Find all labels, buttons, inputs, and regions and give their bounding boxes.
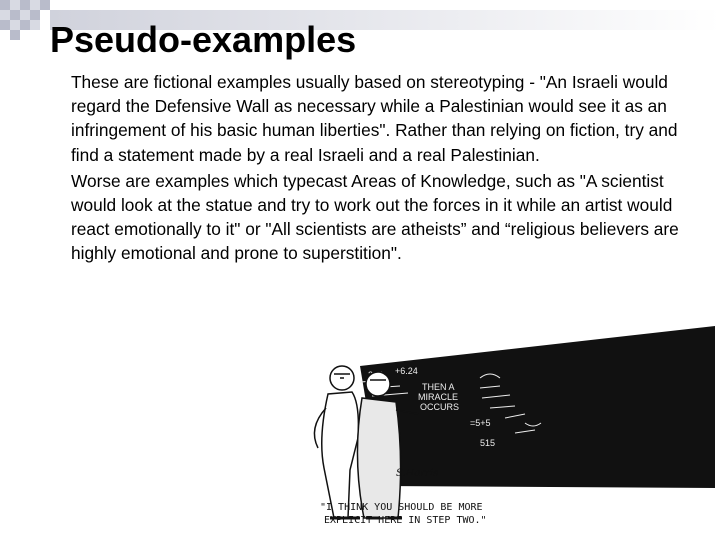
- paragraph-fictional-examples: These are fictional examples usually based on stereotyping - "An Israeli would regard the Defensive Wall as necessary while a Palestinian would see it as an infringement of his basic human liberties". Rather than relying on fiction, try and find a statement made by a real Israeli and a real Palestinian.: [71, 72, 678, 165]
- cartoon-caption-line1: "I THINK YOU SHOULD BE MORE: [320, 502, 483, 513]
- board-text: OCCURS: [420, 402, 460, 412]
- board-text: THEN A: [422, 382, 455, 392]
- board-text: 515: [480, 438, 496, 448]
- board-text: =5+5: [470, 418, 491, 428]
- board-text: MIRACLE: [418, 392, 459, 402]
- cartoonist-signature: S.Harris: [396, 468, 439, 479]
- scientist-left: [314, 366, 360, 518]
- cartoon-image: [300, 318, 720, 540]
- slide-body: [71, 70, 681, 268]
- cartoon-caption-line2: EXPLICIT HERE IN STEP TWO.": [324, 515, 487, 526]
- paragraph-typecast-examples: Worse are examples which typecast Areas of Knowledge, such as "A scientist would look at the statue and try to work out the forces in it while an artist would react emotionally to it" or "All scientists are atheists” and “religious believers are highly emotional and prone to superstition".: [71, 170, 679, 264]
- slide-title: Pseudo-examples: [50, 19, 357, 60]
- board-text: +6.24: [395, 366, 418, 376]
- chalkboard: [360, 326, 715, 488]
